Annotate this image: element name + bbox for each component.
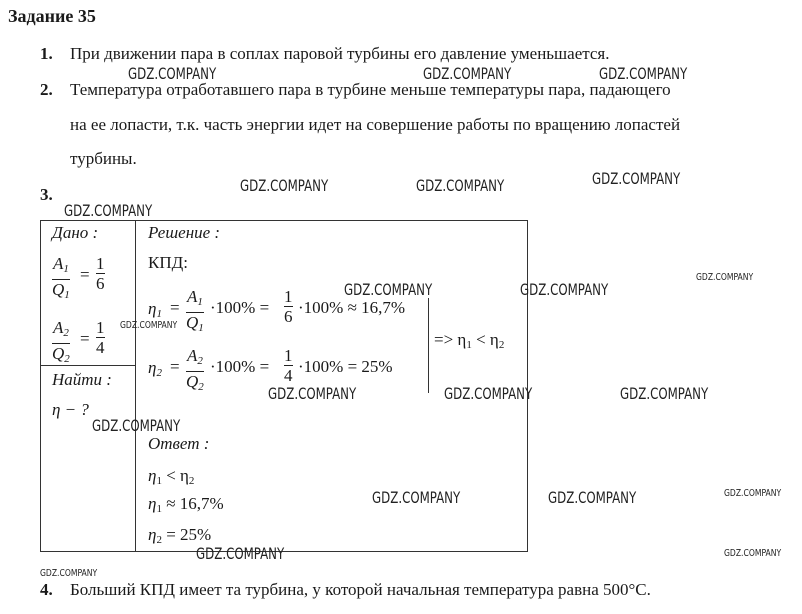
eta2-result: ·100% = 25% [298,357,393,376]
find-value: η − ? [52,400,89,419]
given-1-rhs-fraction: 1 6 [96,254,105,293]
item-4-number: 4. [40,580,53,599]
given-2-lhs-fraction: $A_2$ $Q_2$ [52,318,70,365]
watermark: GDZ.COMPANY [344,280,433,299]
eta2-percent: ·100% = [210,357,270,376]
eta1-ratio-fraction: $A_1$ $Q_1$ [186,287,204,334]
watermark: GDZ.COMPANY [196,544,285,563]
watermark: GDZ.COMPANY [592,169,681,188]
watermark: GDZ.COMPANY [696,272,754,283]
watermark: GDZ.COMPANY [40,568,98,579]
item-2-number: 2. [40,80,53,99]
eta1-percent: ·100% = [210,298,270,317]
watermark: GDZ.COMPANY [372,488,461,507]
efficiency-label: КПД: [148,253,188,272]
watermark: GDZ.COMPANY [444,384,533,403]
task-title: Задание 35 [8,6,96,26]
watermark: GDZ.COMPANY [240,176,329,195]
watermark: GDZ.COMPANY [423,64,512,83]
watermark: GDZ.COMPANY [268,384,357,403]
item-4-text: Больший КПД имеет та турбина, у которой начальная температура равна 500°С. [70,580,651,599]
item-1-text: При движении пара в соплах паровой турбины его давление уменьшается. [70,44,610,63]
given-1-equals: = [80,265,90,284]
eta2-value-fraction: 1 4 [284,346,293,385]
watermark: GDZ.COMPANY [620,384,709,403]
answer-label: Ответ : [148,434,210,453]
given-1-lhs-fraction: $A_1$ $Q_1$ [52,254,70,301]
comparison-bracket [428,298,429,393]
item-2-line-3: турбины. [70,149,137,168]
watermark: GDZ.COMPANY [724,548,782,559]
watermark: GDZ.COMPANY [64,201,153,220]
answer-2: $\eta_1 \approx 16,7\%$ [148,494,224,515]
eta1-result: ·100% ≈ 16,7% [298,298,406,317]
watermark: GDZ.COMPANY [724,488,782,499]
given-2-rhs-fraction: 1 4 [96,318,105,357]
item-2-line-2: на ее лопасти, т.к. часть энергии идет на совершение работы по вращению лопастей [70,115,681,134]
item-3-number: 3. [40,185,53,204]
find-label: Найти : [52,370,112,389]
comparison-conclusion: => $\eta_1 < \eta_2$ [434,330,505,351]
given-label: Дано : [52,223,99,242]
eta2-ratio-fraction: $A_2$ $Q_2$ [186,346,204,393]
eta2-symbol: $\eta_2$ [148,358,162,379]
eta2-equals: = [170,357,180,376]
eta1-equals: = [170,298,180,317]
eta1-value-fraction: 1 6 [284,287,293,326]
watermark: GDZ.COMPANY [92,416,181,435]
given-2-equals: = [80,329,90,348]
watermark: GDZ.COMPANY [120,320,178,331]
answer-1: $\eta_1 < \eta_2$ [148,466,195,487]
item-1-number: 1. [40,44,53,63]
watermark: GDZ.COMPANY [520,280,609,299]
watermark: GDZ.COMPANY [128,64,217,83]
watermark: GDZ.COMPANY [548,488,637,507]
eta1-symbol: $\eta_1$ [148,299,162,320]
solution-label: Решение : [148,223,221,242]
item-2-line-1: Температура отработавшего пара в турбине меньше температуры пара, падающего [70,80,671,99]
table-divider-vertical [135,220,136,551]
watermark: GDZ.COMPANY [416,176,505,195]
watermark: GDZ.COMPANY [599,64,688,83]
answer-3: $\eta_2 = 25\%$ [148,525,212,546]
